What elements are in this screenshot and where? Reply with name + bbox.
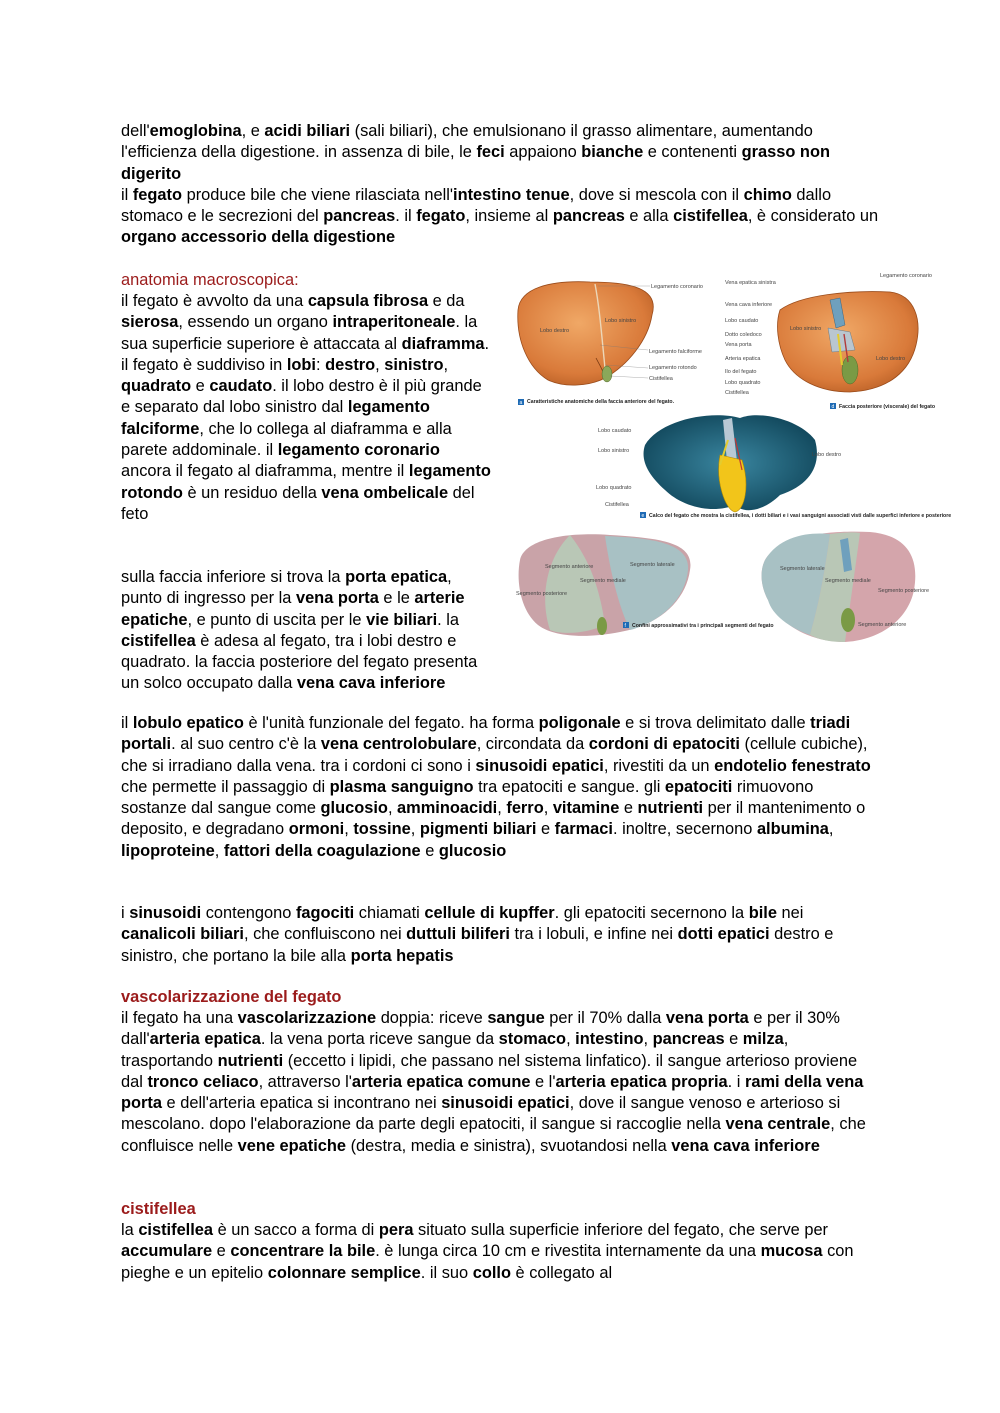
bold-term: bile (748, 904, 777, 922)
bold-term: stomaco (498, 1030, 567, 1049)
label-a-legamento-rotondo: Legamento rotondo (649, 365, 697, 371)
text-run: e (212, 1242, 231, 1261)
caption-a: Caratteristiche anatomiche della faccia anteriore del fegato. (527, 399, 675, 405)
bold-term: vene epatiche (237, 1136, 347, 1155)
letter-d: d (831, 404, 835, 410)
bold-term: legamento falciforme (121, 398, 430, 438)
text-run: tra i lobuli, e infine nei (509, 925, 678, 944)
text-run: , e (241, 122, 265, 140)
text-run: chiamati (354, 904, 425, 922)
text-run: rimuovono sostanze dal sangue come (121, 777, 814, 818)
bold-term: acidi biliari (264, 122, 351, 140)
paragraph-vascolarizzazione (121, 1008, 881, 1157)
text-run: . gli epatociti secernono la (554, 904, 749, 922)
bold-term: sinistro (384, 355, 444, 374)
text-run: , (410, 820, 420, 839)
label-f-segmento-posteriore-b: Segmento posteriore (878, 588, 930, 594)
text-run: per il mantenimento o deposito, e degradano (121, 799, 866, 839)
text-run: e da (428, 292, 465, 310)
caption-f: Confini approssimativi tra i principali segmenti del fegato (632, 623, 774, 629)
text-run: , (643, 1030, 653, 1049)
bold-term: vitamine (552, 799, 620, 818)
bold-term: canalicoli biliari (121, 925, 244, 944)
bold-term: nutrienti (217, 1051, 284, 1070)
text-run: è un residuo della (182, 483, 322, 502)
letter-e: e (641, 513, 645, 519)
bold-term: glucosio (320, 799, 388, 818)
text-run: . al suo centro c'è la (171, 735, 321, 754)
text-run: che permette il passaggio di (121, 777, 330, 796)
text-run: doppia: riceve (376, 1009, 488, 1027)
text-run: , (214, 841, 224, 860)
bold-term: collo (472, 1263, 511, 1282)
label-e-cistifellea: Cistifellea (605, 502, 629, 508)
bold-term: vena cava inferiore (671, 1136, 820, 1155)
paragraph-intro (121, 121, 881, 249)
label-d-vena-cava-inferiore: Vena cava inferiore (725, 302, 773, 308)
label-f-segmento-laterale-b: Segmento laterale (780, 566, 825, 572)
panel-e-liver-cast (596, 415, 951, 519)
label-f-segmento-mediale-b: Segmento mediale (825, 578, 871, 584)
bold-term: intestino (575, 1030, 644, 1049)
bold-term: grasso non digerito (121, 143, 830, 183)
text-run: è collegato al (510, 1263, 613, 1282)
label-f-segmento-posteriore-a: Segmento posteriore (516, 591, 568, 597)
paragraph-sinusoidi (121, 903, 881, 967)
caption-d: Faccia posteriore (viscerale) del fegato (839, 404, 936, 410)
bold-term: emoglobina (149, 122, 242, 140)
text-run: e l' (530, 1072, 556, 1091)
text-run: , insieme al (465, 207, 553, 226)
text-run: e per il 30% dall' (121, 1009, 840, 1049)
text-run: dallo stomaco e le secrezioni del (121, 185, 832, 226)
bold-term: vena ombelicale (321, 483, 449, 502)
panel-d-posterior-liver (725, 273, 935, 410)
text-run: e si trova delimitato dalle (620, 714, 811, 732)
panel-f-segments-posterior (762, 532, 930, 642)
bold-term: sangue (487, 1009, 545, 1027)
label-d-lobo-caudato: Lobo caudato (725, 318, 759, 324)
bold-term: intestino tenue (453, 185, 570, 204)
label-f-segmento-laterale-a: Segmento laterale (630, 562, 675, 568)
bold-term: fagociti (295, 904, 355, 922)
text-run: , attraverso l' (258, 1072, 352, 1091)
text-run: il fegato è avvolto da una (121, 292, 308, 310)
text-run: e le (378, 589, 415, 608)
label-a-legamento-falciforme: Legamento falciforme (649, 349, 702, 355)
text-run: . è lunga circa 10 cm e rivestita internamente da una (375, 1242, 761, 1261)
bold-term: capsula fibrosa (307, 292, 429, 310)
bold-term: vena cava inferiore (296, 674, 446, 693)
text-run: contengono (201, 904, 296, 922)
bold-term: diaframma (401, 334, 485, 353)
text-run: , (443, 355, 449, 374)
text-run: . il lobo destro è il più grande e separato dal lobo sinistro dal (121, 377, 482, 417)
bold-term: lobulo epatico (132, 714, 244, 732)
bold-term: pancreas (552, 207, 625, 226)
panel-f-segments-anterior (516, 534, 774, 636)
bold-term: organo accessorio della digestione (121, 228, 396, 247)
text-run: e (420, 841, 439, 860)
label-d-arteria-epatica: Arteria epatica (725, 356, 761, 362)
text-run: , (387, 799, 398, 818)
text-run: , che lo collega al diaframma e alla parete addominale. il (121, 419, 452, 460)
label-f-segmento-mediale-a: Segmento mediale (580, 578, 626, 584)
text-run: , dove il sangue venoso e arterioso si mescolano. dopo l'elaborazione da parte degli epatociti, il sangue si raccoglie nella (121, 1094, 841, 1134)
bold-term: tossine (353, 820, 411, 839)
bold-term: cellule di kupffer (424, 904, 555, 922)
text-run: , circondata da (476, 735, 589, 754)
liver-anatomy-figure (510, 270, 952, 645)
label-d-legamento-coronario: Legamento coronario (880, 273, 932, 279)
text-run: e (536, 820, 555, 839)
text-run: . inoltre, secernono (612, 820, 757, 839)
bold-term: vena porta (665, 1009, 749, 1027)
label-f-segmento-anteriore-b: Segmento anteriore (858, 622, 907, 628)
label-e-lobo-sinistro: Lobo sinistro (598, 448, 630, 454)
bold-term: legamento coronario (277, 441, 440, 460)
bold-term: legamento rotondo (121, 462, 491, 502)
label-a-legamento-coronario: Legamento coronario (651, 284, 703, 290)
bold-term: fegato (132, 185, 183, 204)
bold-term: farmaci (554, 820, 613, 839)
bold-term: pancreas (652, 1030, 725, 1049)
letter-a: a (519, 400, 523, 406)
bold-term: arterie epatiche (121, 589, 465, 629)
heading-anatomia: anatomia macroscopica: (121, 271, 299, 289)
label-d-ilo-del-fegato: Ilo del fegato (725, 369, 757, 375)
bold-term: bianche (581, 143, 644, 162)
bold-term: albumina (756, 820, 829, 839)
bold-term: fattori della coagulazione (223, 841, 421, 860)
bold-term: arteria epatica (149, 1030, 261, 1049)
text-run: il (121, 185, 133, 204)
bold-term: vena centrale (725, 1115, 831, 1134)
letter-f: f (624, 623, 626, 629)
text-run: il (121, 714, 133, 732)
paragraph-cistifellea (121, 1220, 881, 1284)
bold-term: vie biliari (366, 610, 438, 629)
bold-term: plasma sanguigno (329, 777, 474, 796)
label-e-lobo-quadrato: Lobo quadrato (596, 485, 632, 491)
text-run: la (121, 1221, 139, 1239)
text-run: , (375, 355, 385, 374)
label-d-lobo-quadrato: Lobo quadrato (725, 380, 761, 386)
text-run: , trasportando (121, 1030, 789, 1070)
text-run: e (724, 1030, 743, 1049)
bold-term: caudato (209, 377, 273, 396)
text-run: , è considerato un (747, 207, 879, 226)
text-run: e (619, 799, 638, 818)
bold-term: pera (378, 1221, 414, 1239)
text-run: del feto (121, 483, 475, 523)
bold-term: quadrato (121, 377, 192, 396)
bold-term: porta epatica (345, 568, 448, 586)
label-e-lobo-destro: Lobo destro (812, 452, 842, 458)
text-run: ancora il fegato al diaframma, mentre il (121, 462, 409, 481)
bold-term: nutrienti (637, 799, 704, 818)
paragraph-faccia-inferiore (121, 567, 493, 695)
text-run: tra epatociti e sangue. gli (473, 777, 665, 796)
heading-vascolarizzazione: vascolarizzazione del fegato (121, 988, 342, 1006)
text-run: nei (776, 904, 804, 922)
text-run: . i (727, 1072, 745, 1091)
text-run: il fegato ha una (121, 1009, 238, 1027)
bold-term: dotti epatici (677, 925, 770, 944)
text-run: e dell'arteria epatica si incontrano nei (161, 1094, 442, 1113)
text-run: . il fegato è suddiviso in (121, 334, 490, 374)
bold-term: epatociti (664, 777, 733, 796)
text-run: : (315, 355, 326, 374)
bold-term: cistifellea (138, 1221, 214, 1239)
bold-term: endotelio fenestrato (714, 756, 871, 775)
bold-term: ferro (506, 799, 544, 818)
bold-term: mucosa (760, 1242, 823, 1261)
bold-term: arteria epatica propria (555, 1072, 728, 1091)
text-run: (destra, media e sinistra), svuotandosi nella (346, 1136, 672, 1155)
label-d-cistifellea: Cistifellea (725, 390, 749, 396)
label-d-vena-epatica-sinistra: Vena epatica sinistra (725, 280, 776, 286)
text-run: appaiono (504, 143, 582, 162)
bold-term: lobi (286, 355, 316, 374)
bold-term: amminoacidi (397, 799, 498, 818)
bold-term: cistifellea (121, 631, 196, 650)
label-e-lobo-caudato: Lobo caudato (598, 428, 632, 434)
bold-term: rami della vena porta (121, 1072, 864, 1113)
text-run: con pieghe e un epitelio (121, 1242, 854, 1282)
text-run: e alla (624, 207, 674, 226)
label-a-lobo-destro: Lobo destro (540, 328, 570, 334)
bold-term: ormoni (288, 820, 345, 839)
panel-a-anterior-liver (518, 282, 703, 406)
text-run: . il (395, 207, 417, 226)
text-run: , dove si mescola con il (569, 185, 744, 204)
text-run: , (344, 820, 354, 839)
text-run: . il suo (420, 1263, 473, 1282)
text-run: , che confluiscono nei (243, 925, 407, 944)
text-run: sulla faccia inferiore si trova la (121, 568, 346, 586)
text-run: , rivestiti da un (603, 756, 715, 775)
bold-term: pigmenti biliari (419, 820, 537, 839)
text-run: , essendo un organo (178, 313, 333, 332)
text-run: per il 70% dalla (544, 1009, 666, 1027)
paragraph-anatomia (121, 291, 493, 525)
text-run: e (191, 377, 210, 396)
text-run: , (828, 820, 834, 839)
bold-term: duttuli biliferi (406, 925, 510, 944)
text-run: , e punto di uscita per le (187, 610, 367, 629)
text-run: (sali biliari), che emulsionano il grasso alimentare, aumentando l'efficienza della digestione. in assenza di bile, le (121, 122, 813, 162)
bold-term: glucosio (438, 841, 507, 860)
text-run: . la sua superficie superiore è attaccata al (121, 313, 478, 353)
bold-term: cistifellea (673, 207, 748, 226)
text-run: (eccetto i lipidi, che passano nel sistema linfatico). il sangue arterioso proviene dal (121, 1051, 858, 1091)
bold-term: fegato (416, 207, 466, 226)
bold-term: vena centrolobulare (320, 735, 477, 754)
label-d-lobo-sinistro: Lobo sinistro (790, 326, 822, 332)
text-run: , che confluisce nelle (121, 1115, 866, 1155)
bold-term: sierosa (121, 313, 179, 332)
bold-term: arteria epatica comune (351, 1072, 531, 1091)
bold-term: pancreas (323, 207, 396, 226)
label-a-cistifellea: Cistifellea (649, 376, 673, 382)
paragraph-lobulo-epatico (121, 713, 881, 862)
bold-term: lipoproteine (121, 841, 215, 860)
text-run: , (497, 799, 507, 818)
bold-term: milza (742, 1030, 784, 1049)
text-run: i (121, 904, 130, 922)
bold-term: vena porta (295, 589, 379, 608)
text-run: situato sulla superficie inferiore del fegato, che serve per (413, 1221, 829, 1239)
label-d-lobo-destro: Lobo destro (876, 356, 906, 362)
bold-term: colonnare semplice (267, 1263, 421, 1282)
text-run: è adesa al fegato, tra i lobi destro e quadrato. la faccia posteriore del fegato presenta un solco occupato dalla (121, 631, 478, 693)
bold-term: sinusoidi epatici (475, 756, 604, 775)
bold-term: feci (476, 143, 505, 162)
text-run: , punto di ingresso per la (121, 568, 452, 608)
text-run: . la (437, 610, 460, 629)
bold-term: vascolarizzazione (237, 1009, 377, 1027)
bold-term: triadi portali (121, 714, 851, 754)
label-d-vena-porta: Vena porta (725, 342, 752, 348)
text-run: è un sacco a forma di (213, 1221, 379, 1239)
bold-term: accumulare (121, 1242, 213, 1261)
label-f-segmento-anteriore-a: Segmento anteriore (545, 564, 594, 570)
bold-term: tronco celiaco (147, 1072, 259, 1091)
bold-term: sinusoidi epatici (441, 1094, 570, 1113)
text-run: dell' (121, 122, 150, 140)
text-run: destro e sinistro, che portano la bile alla (121, 925, 834, 965)
bold-term: intraperitoneale (332, 313, 456, 332)
label-a-lobo-sinistro: Lobo sinistro (605, 318, 637, 324)
bold-term: poligonale (538, 714, 621, 732)
bold-term: concentrare la bile (230, 1242, 376, 1261)
bold-term: porta hepatis (350, 946, 454, 965)
text-run: , (543, 799, 553, 818)
text-run: . la vena porta riceve sangue da (260, 1030, 499, 1049)
label-d-dotto-coledoco: Dotto coledoco (725, 332, 762, 338)
bold-term: cordoni di epatociti (588, 735, 740, 754)
text-run: e contenenti (643, 143, 742, 162)
heading-cistifellea: cistifellea (121, 1200, 196, 1218)
text-run: produce bile che viene rilasciata nell' (182, 185, 454, 204)
text-run: (cellule cubiche), che si irradiano dalla vena. tra i cordoni ci sono i (121, 735, 868, 775)
bold-term: chimo (743, 185, 792, 204)
text-run: , (566, 1030, 576, 1049)
text-run: è l'unità funzionale del fegato. ha forma (243, 714, 539, 732)
bold-term: destro (325, 355, 376, 374)
bold-term: sinusoidi (129, 904, 202, 922)
caption-e: Calco del fegato che mostra la cistifellea, i dotti biliari e i vasi sanguigni associati visti dalle superfici inferiore e posteriore (649, 513, 952, 519)
